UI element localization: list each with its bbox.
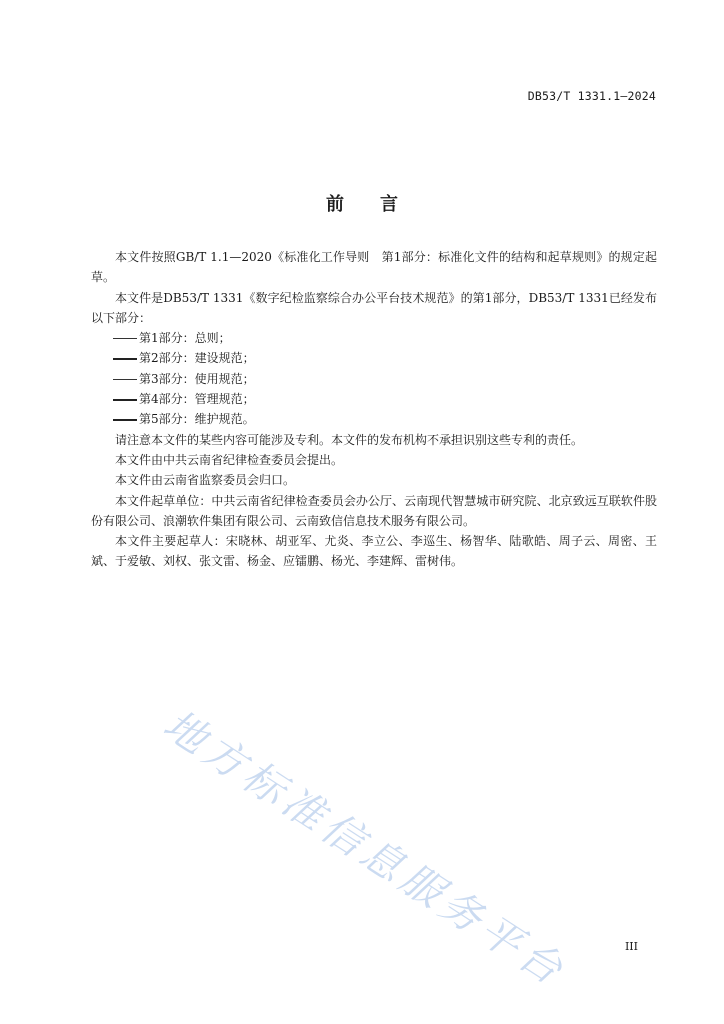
paragraph-parts-intro: 本文件是DB53/T 1331《数字纪检监察综合办公平台技术规范》的第1部分，DB53/T 1331已经发布以下部分： xyxy=(91,290,657,325)
dash-icon xyxy=(113,419,137,421)
list-item-label: 第3部分：使用规范； xyxy=(139,371,255,386)
document-body xyxy=(91,247,657,572)
dash-icon xyxy=(113,358,137,360)
list-item-label: 第4部分：管理规范； xyxy=(139,392,255,407)
watermark: 地方标准信息服务平台 xyxy=(155,700,576,997)
paragraph-responsible-body: 本文件由云南省监察委员会归口。 xyxy=(115,473,296,488)
list-item-label: 第1部分：总则； xyxy=(139,331,231,346)
page-number: III xyxy=(624,940,638,953)
page-title: 前言 xyxy=(326,194,434,215)
paragraph-drafting-units: 本文件起草单位：中共云南省纪律检查委员会办公厅、云南现代智慧城市研究院、北京致远互联软件股份有限公司、浪潮软件集团有限公司、云南致信信息技术服务有限公司。 xyxy=(91,493,657,528)
list-item xyxy=(91,348,657,368)
dash-icon xyxy=(113,399,137,401)
list-item xyxy=(91,409,657,429)
document-code: DB53/T 1331.1—2024 xyxy=(527,89,656,103)
dash-icon xyxy=(113,338,137,339)
paragraph-drafting-rules: 本文件按照GB/T 1.1—2020《标准化工作导则 第1部分：标准化文件的结构和起草规则》的规定起草。 xyxy=(91,250,657,285)
list-item xyxy=(91,389,657,409)
paragraph-patent-notice: 请注意本文件的某些内容可能涉及专利。本文件的发布机构不承担识别这些专利的责任。 xyxy=(115,432,584,447)
dash-icon xyxy=(113,379,137,380)
paragraph-proposer: 本文件由中共云南省纪律检查委员会提出。 xyxy=(115,452,344,467)
list-item-label: 第5部分：维护规范。 xyxy=(139,412,255,427)
list-item xyxy=(91,369,657,389)
paragraph-drafters: 本文件主要起草人：宋晓林、胡亚军、尤炎、李立公、李巡生、杨智华、陆歌皓、周子云、周密、王斌、于爱敏、刘权、张文雷、杨金、应镭鹏、杨光、李建辉、雷树伟。 xyxy=(91,534,657,569)
list-item xyxy=(91,328,657,348)
list-item-label: 第2部分：建设规范； xyxy=(139,351,255,366)
